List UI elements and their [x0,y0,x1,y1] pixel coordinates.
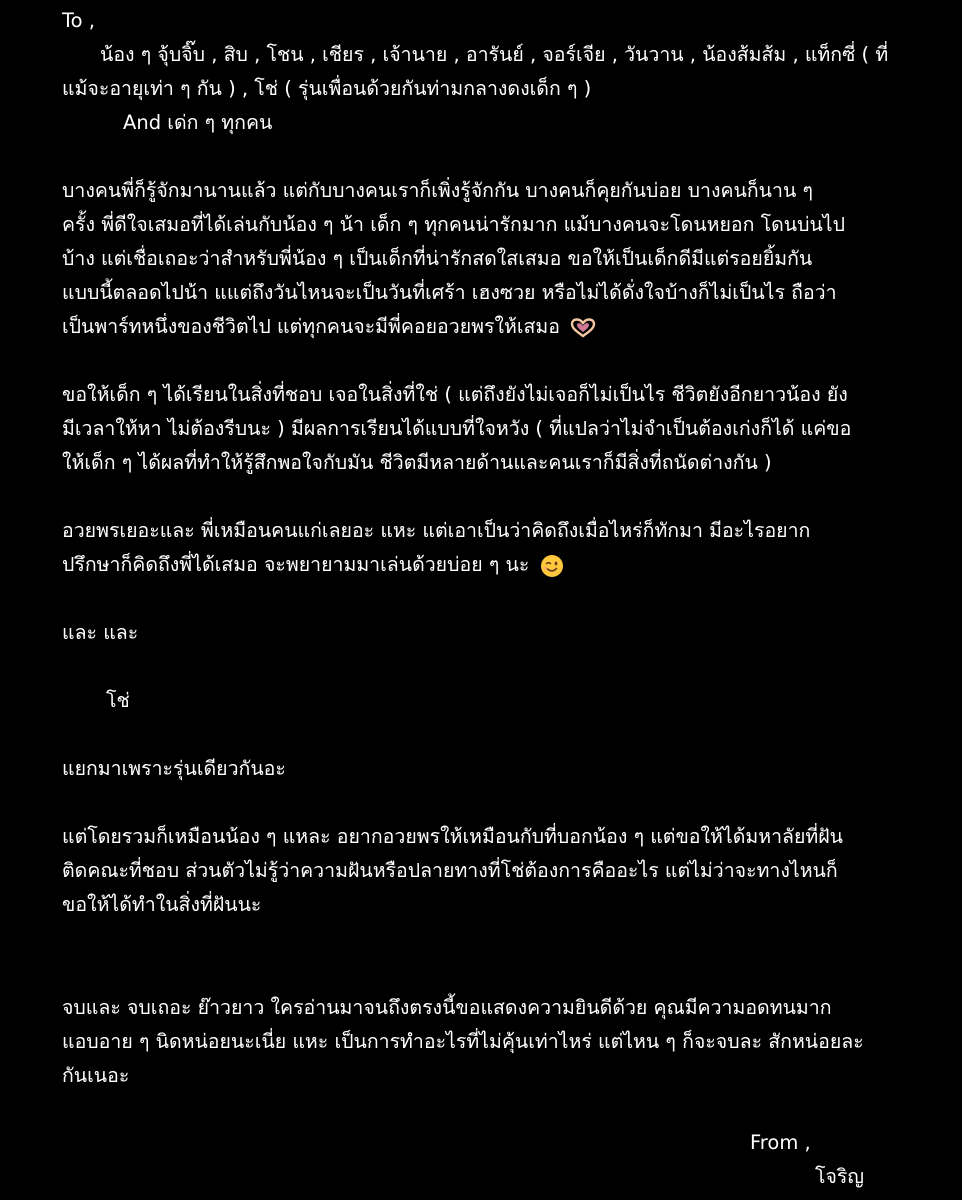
paragraph-2-line-1: ขอให้เด็ก ๆ ได้เรียนในสิ่งที่ชอบ เจอในสิ่งที่ใช่ ( แต่ถึงยังไม่เจอก็ไม่เป็นไร ชีวิตยังอีกยาวน้อง ยัง [62,383,848,406]
paragraph-3-line-1: อวยพรเยอะและ พี่เหมือนคนแก่เลยอะ แหะ แต่เอาเป็นว่าคิดถึงเมื่อไหร่ก็ทักมา มีอะไรอยาก [62,519,811,542]
paragraph-4-line-3: ขอให้ได้ทำในสิ่งที่ฝันนะ [62,893,262,916]
cho-heading: โช่ [106,689,130,712]
paragraph-5-line-3: กันเนอะ [62,1064,130,1087]
paragraph-1-line-3: บ้าง แต่เชื่อเถอะว่าสำหรับพี่น้อง ๆ เป็นเด็กที่น่ารักสดใสเสมอ ขอให้เป็นเด็กดีมีแต่รอยยิ้มกัน [62,247,813,270]
recipient-names-line-2: แม้จะอายุเท่า ๆ กัน ) , โช่ ( รุ่นเพื่อนด้วยกันท่ามกลางดงเด็ก ๆ ) [62,77,592,100]
paragraph-3-line-2-text: ปรึกษาก็คิดถึงพี่ได้เสมอ จะพยายามมาเล่นด้วยบ่อย ๆ นะ [62,553,530,576]
paragraph-1-line-5-text: เป็นพาร์ทหนึ่งของชีวิตไป แต่ทุกคนจะมีพี่คอยอวยพรให้เสมอ [62,315,560,338]
paragraph-5-line-1: จบและ จบเถอะ ย๊าวยาว ใครอ่านมาจนถึงตรงนี้ขอแสดงความยินดีด้วย คุณมีความอดทนมาก [62,996,832,1019]
to-label: To , [62,9,95,32]
winking-face-icon [540,554,564,578]
paragraph-2-line-3: ให้เด็ก ๆ ได้ผลที่ทำให้รู้สึกพอใจกับมัน ชีวิตมีหลายด้านและคนเราก็มีสิ่งที่ถนัดต่างกัน ) [62,451,772,474]
heart-hands-icon [570,318,596,338]
paragraph-2-line-2: มีเวลาให้หา ไม่ต้องรีบนะ ) มีผลการเรียนได้แบบที่ใจหวัง ( ที่แปลว่าไม่จำเป็นต้องเก่งก็ได้ แค่ขอ [62,417,852,440]
separate-note: แยกมาเพราะรุ่นเดียวกันอะ [62,757,286,780]
paragraph-1-line-1: บางคนพี่ก็รู้จักมานานแล้ว แต่กับบางคนเราก็เพิ่งรู้จักกัน บางคนก็คุยกันบ่อย บางคนก็นาน ๆ [62,179,813,202]
paragraph-4-line-2: ติดคณะที่ชอบ ส่วนตัวไม่รู้ว่าความฝันหรือปลายทางที่โช่ต้องการคืออะไร แต่ไม่ว่าจะทางไหนก็ [62,859,838,882]
signature-name: โจริญ [815,1165,864,1188]
paragraph-1-line-2: ครั้ง พี่ดีใจเสมอที่ได้เล่นกับน้อง ๆ น้า เด็ก ๆ ทุกคนน่ารักมาก แม้บางคนจะโดนหยอก โดนบ่นไป [62,213,845,236]
paragraph-1-line-5 [62,310,596,344]
paragraph-1-line-4: แบบนี้ตลอดไปน้า แแต่ถึงวันไหนจะเป็นวันที่เศร้า เฮงซวย หรือไม่ได้ดั่งใจบ้างก็ไม่เป็นไร ถือว่า [62,281,837,304]
and-and-line: และ และ [62,621,139,644]
and-everyone-line: And เด่ก ๆ ทุกคน [123,111,273,134]
recipient-names-line-1: น้อง ๆ จุ้บจิ๊บ , สิบ , โชน , เชียร , เจ้านาย , อารันย์ , จอร์เจีย , วันวาน , น้องส้มส้ม , แท็กซี่ ( ที่ [100,43,889,66]
paragraph-3-line-2 [62,548,564,582]
paragraph-4-line-1: แต่โดยรวมก็เหมือนน้อง ๆ แหละ อยากอวยพรให้เหมือนกับที่บอกน้อง ๆ แต่ขอให้ได้มหาลัยที่ฝัน [62,825,843,848]
from-label: From , [750,1131,811,1154]
paragraph-5-line-2: แอบอาย ๆ นิดหน่อยนะเนี่ย แหะ เป็นการทำอะไรที่ไม่คุ้นเท่าไหร่ แต่ไหน ๆ ก็จะจบละ สักหน่อยละ [62,1030,864,1053]
